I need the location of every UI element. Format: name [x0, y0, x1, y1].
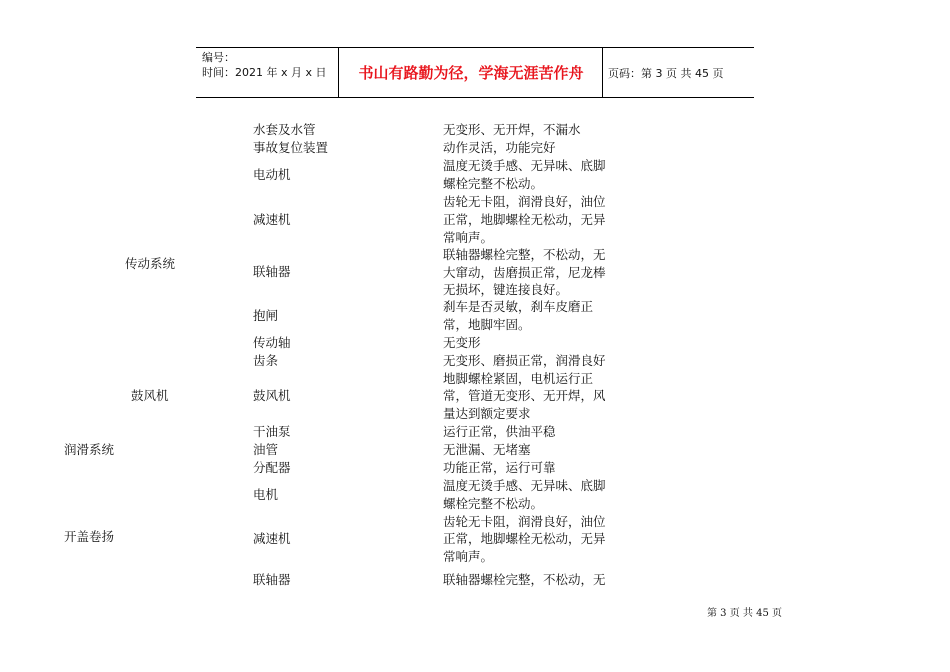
requirement-line: 刹车是否灵敏，刹车皮磨正: [443, 299, 594, 314]
requirement-line: 无变形、无开焊，不漏水: [443, 122, 581, 137]
item-name: 分配器: [253, 460, 291, 475]
page-header: [196, 47, 754, 98]
document-time-label: 时间：2021 年 x 月 x 日: [202, 66, 327, 79]
page-footer: 第 3 页 共 45 页: [707, 608, 782, 619]
item-name: 水套及水管: [253, 122, 316, 137]
item-name: 抱闸: [253, 308, 279, 323]
header-motto: 书山有路勤为径，学海无涯苦作舟: [358, 64, 584, 82]
item-name: 联轴器: [253, 572, 291, 587]
document-number-label: 编号：: [202, 51, 235, 64]
requirement-line: 联轴器螺栓完整，不松动，无: [443, 572, 606, 587]
item-name: 干油泵: [253, 424, 291, 439]
section-blower: 鼓风机: [131, 388, 169, 403]
item-name: 减速机: [253, 212, 291, 227]
requirement-line: 运行正常，供油平稳: [443, 424, 556, 439]
requirement-line: 量达到额定要求: [443, 406, 531, 421]
header-page-label: 页码：第 3 页 共 45 页: [608, 67, 724, 80]
item-name: 油管: [253, 442, 279, 457]
requirement-line: 正常，地脚螺栓无松动，无异: [443, 531, 606, 546]
requirement-line: 无变形: [443, 335, 481, 350]
requirement-line: 大窜动，齿磨损正常，尼龙棒: [443, 265, 606, 280]
requirement-line: 螺栓完整不松动。: [443, 496, 544, 511]
requirement-line: 正常，地脚螺栓无松动，无异: [443, 212, 606, 227]
requirement-line: 螺栓完整不松动。: [443, 176, 544, 191]
requirement-line: 动作灵活，功能完好: [443, 140, 556, 155]
requirement-line: 常响声。: [443, 230, 494, 245]
section-lid-hoist: 开盖卷扬: [64, 529, 115, 544]
requirement-line: 联轴器螺栓完整，不松动，无: [443, 247, 606, 262]
requirement-line: 齿轮无卡阻，润滑良好，油位: [443, 194, 606, 209]
requirement-line: 温度无烫手感、无异味、底脚: [443, 478, 606, 493]
requirement-line: 常，管道无变形、无开焊，风: [443, 388, 606, 403]
requirement-line: 常，地脚牢固。: [443, 317, 531, 332]
requirement-line: 常响声。: [443, 549, 494, 564]
item-name: 电动机: [253, 167, 291, 182]
header-divider: [338, 48, 339, 97]
requirement-line: 功能正常，运行可靠: [443, 460, 556, 475]
requirement-line: 无泄漏、无堵塞: [443, 442, 531, 457]
header-divider: [602, 48, 603, 97]
requirement-line: 无损坏，键连接良好。: [443, 282, 569, 297]
item-name: 联轴器: [253, 264, 291, 279]
requirement-line: 地脚螺栓紧固，电机运行正: [443, 371, 594, 386]
item-name: 减速机: [253, 531, 291, 546]
requirement-line: 齿轮无卡阻，润滑良好，油位: [443, 514, 606, 529]
item-name: 电机: [253, 487, 279, 502]
requirement-line: 温度无烫手感、无异味、底脚: [443, 158, 606, 173]
section-transmission: 传动系统: [125, 256, 176, 271]
item-name: 事故复位装置: [253, 140, 329, 155]
item-name: 齿条: [253, 353, 279, 368]
requirement-line: 无变形、磨损正常，润滑良好: [443, 353, 606, 368]
item-name: 鼓风机: [253, 388, 291, 403]
section-lubrication: 润滑系统: [64, 442, 115, 457]
item-name: 传动轴: [253, 335, 291, 350]
header-meta: [202, 50, 327, 80]
